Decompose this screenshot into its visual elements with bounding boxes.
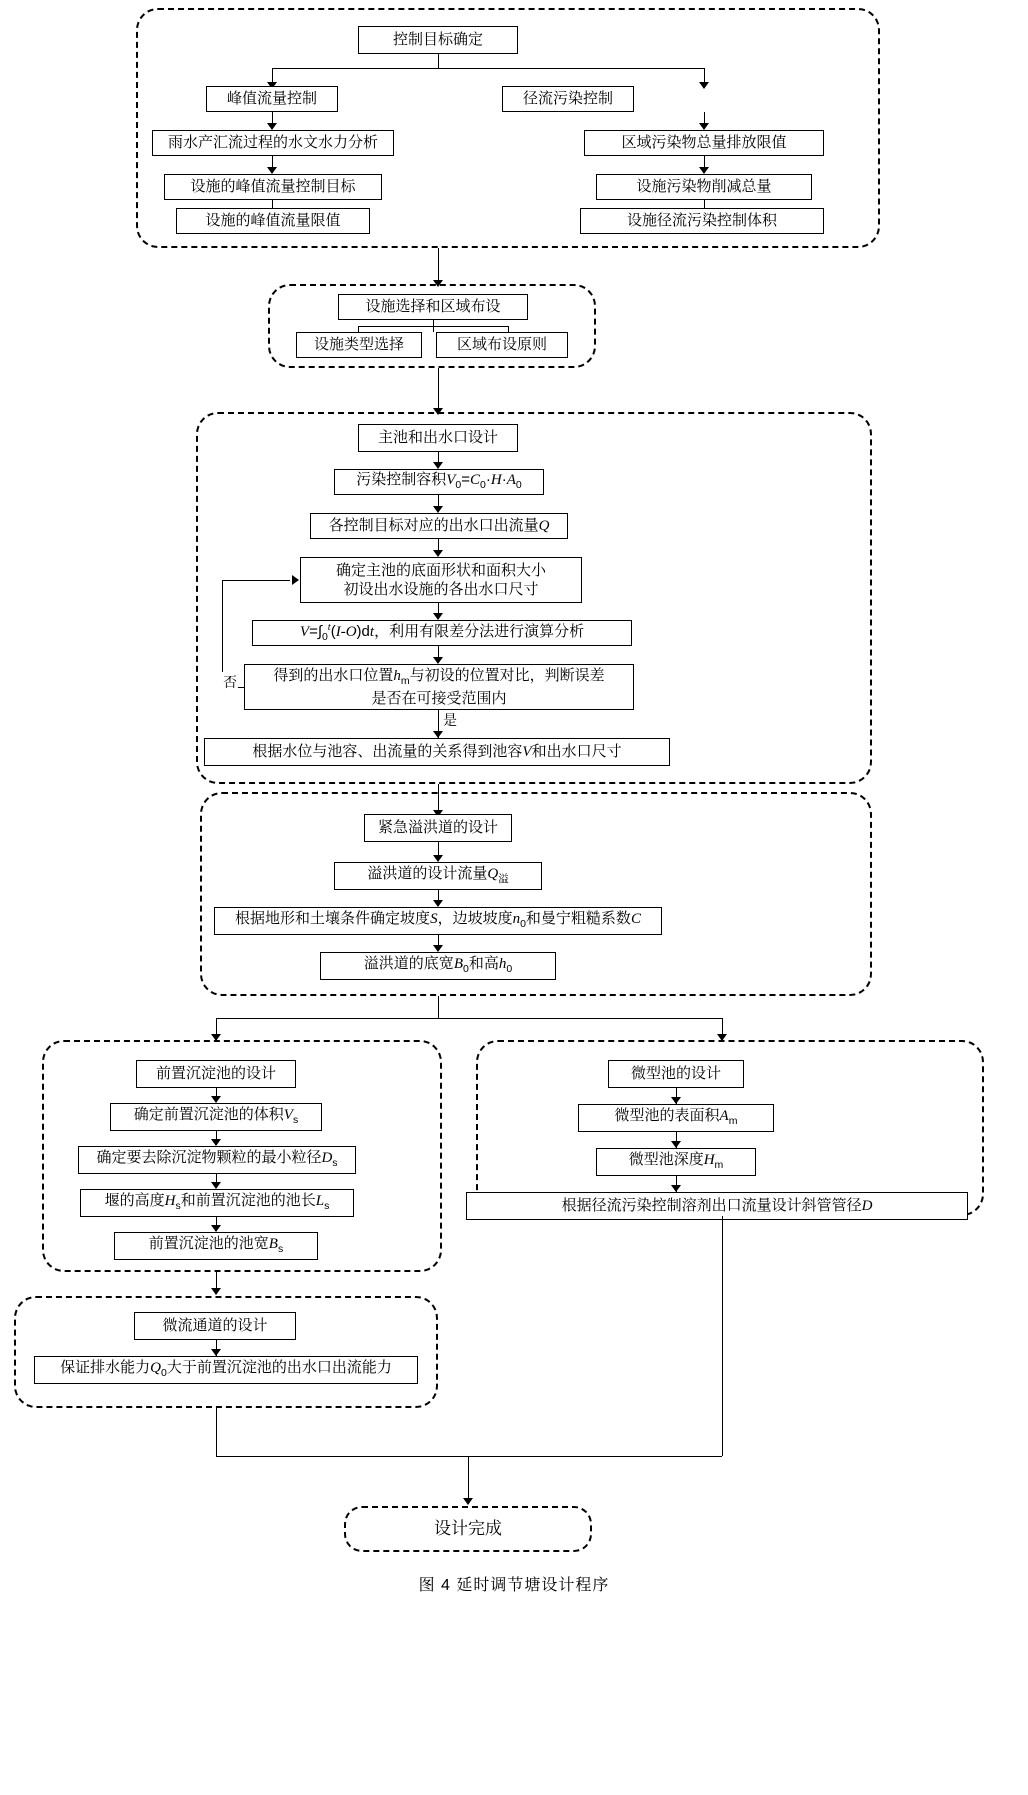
- box-outlet-flow-label: 各控制目标对应的出水口出流量Q: [328, 516, 550, 534]
- connector: [358, 326, 508, 327]
- box-forebay-width-label: 前置沉淀池的池宽$B_s$: [148, 1235, 284, 1256]
- arrow: [671, 1185, 681, 1192]
- arrow: [671, 1097, 681, 1104]
- box-finite-difference-label: $V=\int_0^t(I-O)dt$，利用有限差分法进行演算分析: [299, 622, 585, 644]
- arrow: [699, 123, 709, 130]
- connector: [222, 580, 290, 581]
- box-forebay-min-particle-label: 确定要去除沉淀物颗粒的最小粒径$D_s$: [96, 1149, 338, 1170]
- box-finite-difference: [252, 620, 632, 646]
- box-pond-shape-line-1: 确定主池的底面形状和面积大小: [335, 561, 546, 579]
- connector: [216, 1456, 722, 1457]
- arrow: [433, 945, 443, 952]
- box-spillway-width-height: [320, 952, 556, 980]
- arrow: [433, 657, 443, 664]
- box-pond-shape-and-outlet-size: [300, 557, 582, 603]
- box-design-complete: 设计完成: [344, 1506, 592, 1552]
- box-main-pond-title: 主池和出水口设计: [358, 424, 518, 452]
- box-control-goal-title: 控制目标确定: [358, 26, 518, 54]
- arrow: [211, 1139, 221, 1146]
- arrow: [671, 1141, 681, 1148]
- box-forebay-volume: [110, 1103, 322, 1131]
- box-pollution-control-volume-label: 污染控制容积$V_0=C_0\cdot H\cdot A_0$: [356, 471, 522, 492]
- box-right-step-2: 设施污染物削减总量: [596, 174, 812, 200]
- box-micro-pond-title: 微型池的设计: [608, 1060, 744, 1088]
- arrow: [267, 123, 277, 130]
- box-micro-pond-surface-area-label: 微型池的表面积$A_m$: [614, 1107, 738, 1128]
- arrow: [211, 1182, 221, 1189]
- box-inclined-pipe-diameter: [466, 1192, 968, 1220]
- box-facility-type-selection: 设施类型选择: [296, 332, 422, 358]
- arrow: [699, 167, 709, 174]
- box-error-check: [244, 664, 634, 710]
- connector: [222, 580, 223, 687]
- arrow: [433, 731, 443, 738]
- box-micro-pond-surface-area: [578, 1104, 774, 1132]
- label-yes: 是: [443, 712, 457, 728]
- box-runoff-pollution-control: 径流污染控制: [502, 86, 634, 112]
- arrow: [433, 462, 443, 469]
- connector: [272, 68, 704, 69]
- box-forebay-width: [114, 1232, 318, 1260]
- box-drainage-capacity-label: 保证排水能力$Q_0$大于前置沉淀池的出水口出流能力: [60, 1359, 392, 1380]
- arrow: [463, 1498, 473, 1505]
- arrow: [433, 550, 443, 557]
- box-forebay-volume-label: 确定前置沉淀池的体积$V_s$: [133, 1106, 299, 1127]
- box-error-check-line-1: 得到的出水口位置$h_m$与初设的位置对比，判断误差: [273, 666, 605, 687]
- arrow: [433, 613, 443, 620]
- box-micro-pond-depth-label: 微型池深度$H_m$: [628, 1151, 724, 1172]
- box-spillway-design-flow-label: 溢洪道的设计流量$Q_溢$: [367, 865, 509, 886]
- box-final-volume-label: 根据水位与池容、出流量的关系得到池容V和出水口尺寸: [252, 742, 622, 760]
- box-slope-and-manning: [214, 907, 662, 935]
- box-drainage-capacity: [34, 1356, 418, 1384]
- box-left-step-1: 雨水产汇流过程的水文水力分析: [152, 130, 394, 156]
- connector: [216, 1018, 722, 1019]
- box-forebay-title: 前置沉淀池的设计: [136, 1060, 296, 1088]
- arrow: [211, 1288, 221, 1295]
- box-pollution-control-volume: [334, 469, 544, 495]
- box-weir-height-and-length: [80, 1189, 354, 1217]
- box-micro-pond-depth: [596, 1148, 756, 1176]
- connector: [722, 1216, 723, 1456]
- arrow: [433, 900, 443, 907]
- connector: [438, 368, 439, 412]
- box-weir-height-label: 堰的高度$H_s$和前置沉淀池的池长$L_s$: [104, 1192, 330, 1213]
- box-slope-and-manning-label: 根据地形和土壤条件确定坡度S，边坡坡度$n_0$和曼宁粗糙系数C: [235, 910, 641, 931]
- box-right-step-3: 设施径流污染控制体积: [580, 208, 824, 234]
- box-inclined-pipe-diameter-label: 根据径流污染控制溶剂出口流量设计斜管管径D: [561, 1196, 873, 1214]
- box-micro-channel-title: 微流通道的设计: [134, 1312, 296, 1340]
- arrow: [211, 1225, 221, 1232]
- arrow: [211, 1096, 221, 1103]
- figure-caption: 图 4 延时调节塘设计程序: [418, 1577, 610, 1594]
- box-spillway-design-flow: [334, 862, 542, 890]
- box-forebay-min-particle: [78, 1146, 356, 1174]
- box-spillway-width-height-label: 溢洪道的底宽$B_0$和高$h_0$: [363, 955, 513, 976]
- label-no: 否: [223, 674, 237, 690]
- connector: [438, 54, 439, 68]
- box-pond-shape-line-2: 初设出水设施的各出水口尺寸: [343, 581, 539, 598]
- arrow: [292, 575, 299, 585]
- connector: [216, 1408, 217, 1456]
- box-spillway-title: 紧急溢洪道的设计: [364, 814, 512, 842]
- arrow: [433, 506, 443, 513]
- arrow: [699, 82, 709, 89]
- box-left-step-2: 设施的峰值流量控制目标: [164, 174, 382, 200]
- box-final-volume-and-outlet-size: [204, 738, 670, 766]
- connector: [468, 1456, 469, 1504]
- box-peak-flow-control: 峰值流量控制: [206, 86, 338, 112]
- box-facility-layout-title: 设施选择和区域布设: [338, 294, 528, 320]
- arrow: [267, 167, 277, 174]
- box-left-step-3: 设施的峰值流量限值: [176, 208, 370, 234]
- box-area-layout-principle: 区域布设原则: [436, 332, 568, 358]
- connector: [438, 248, 439, 284]
- box-error-check-line-2: 是否在可接受范围内: [371, 689, 507, 707]
- arrow: [211, 1349, 221, 1356]
- connector: [438, 996, 439, 1018]
- arrow: [433, 855, 443, 862]
- box-outlet-flow: [310, 513, 568, 539]
- box-right-step-1: 区域污染物总量排放限值: [584, 130, 824, 156]
